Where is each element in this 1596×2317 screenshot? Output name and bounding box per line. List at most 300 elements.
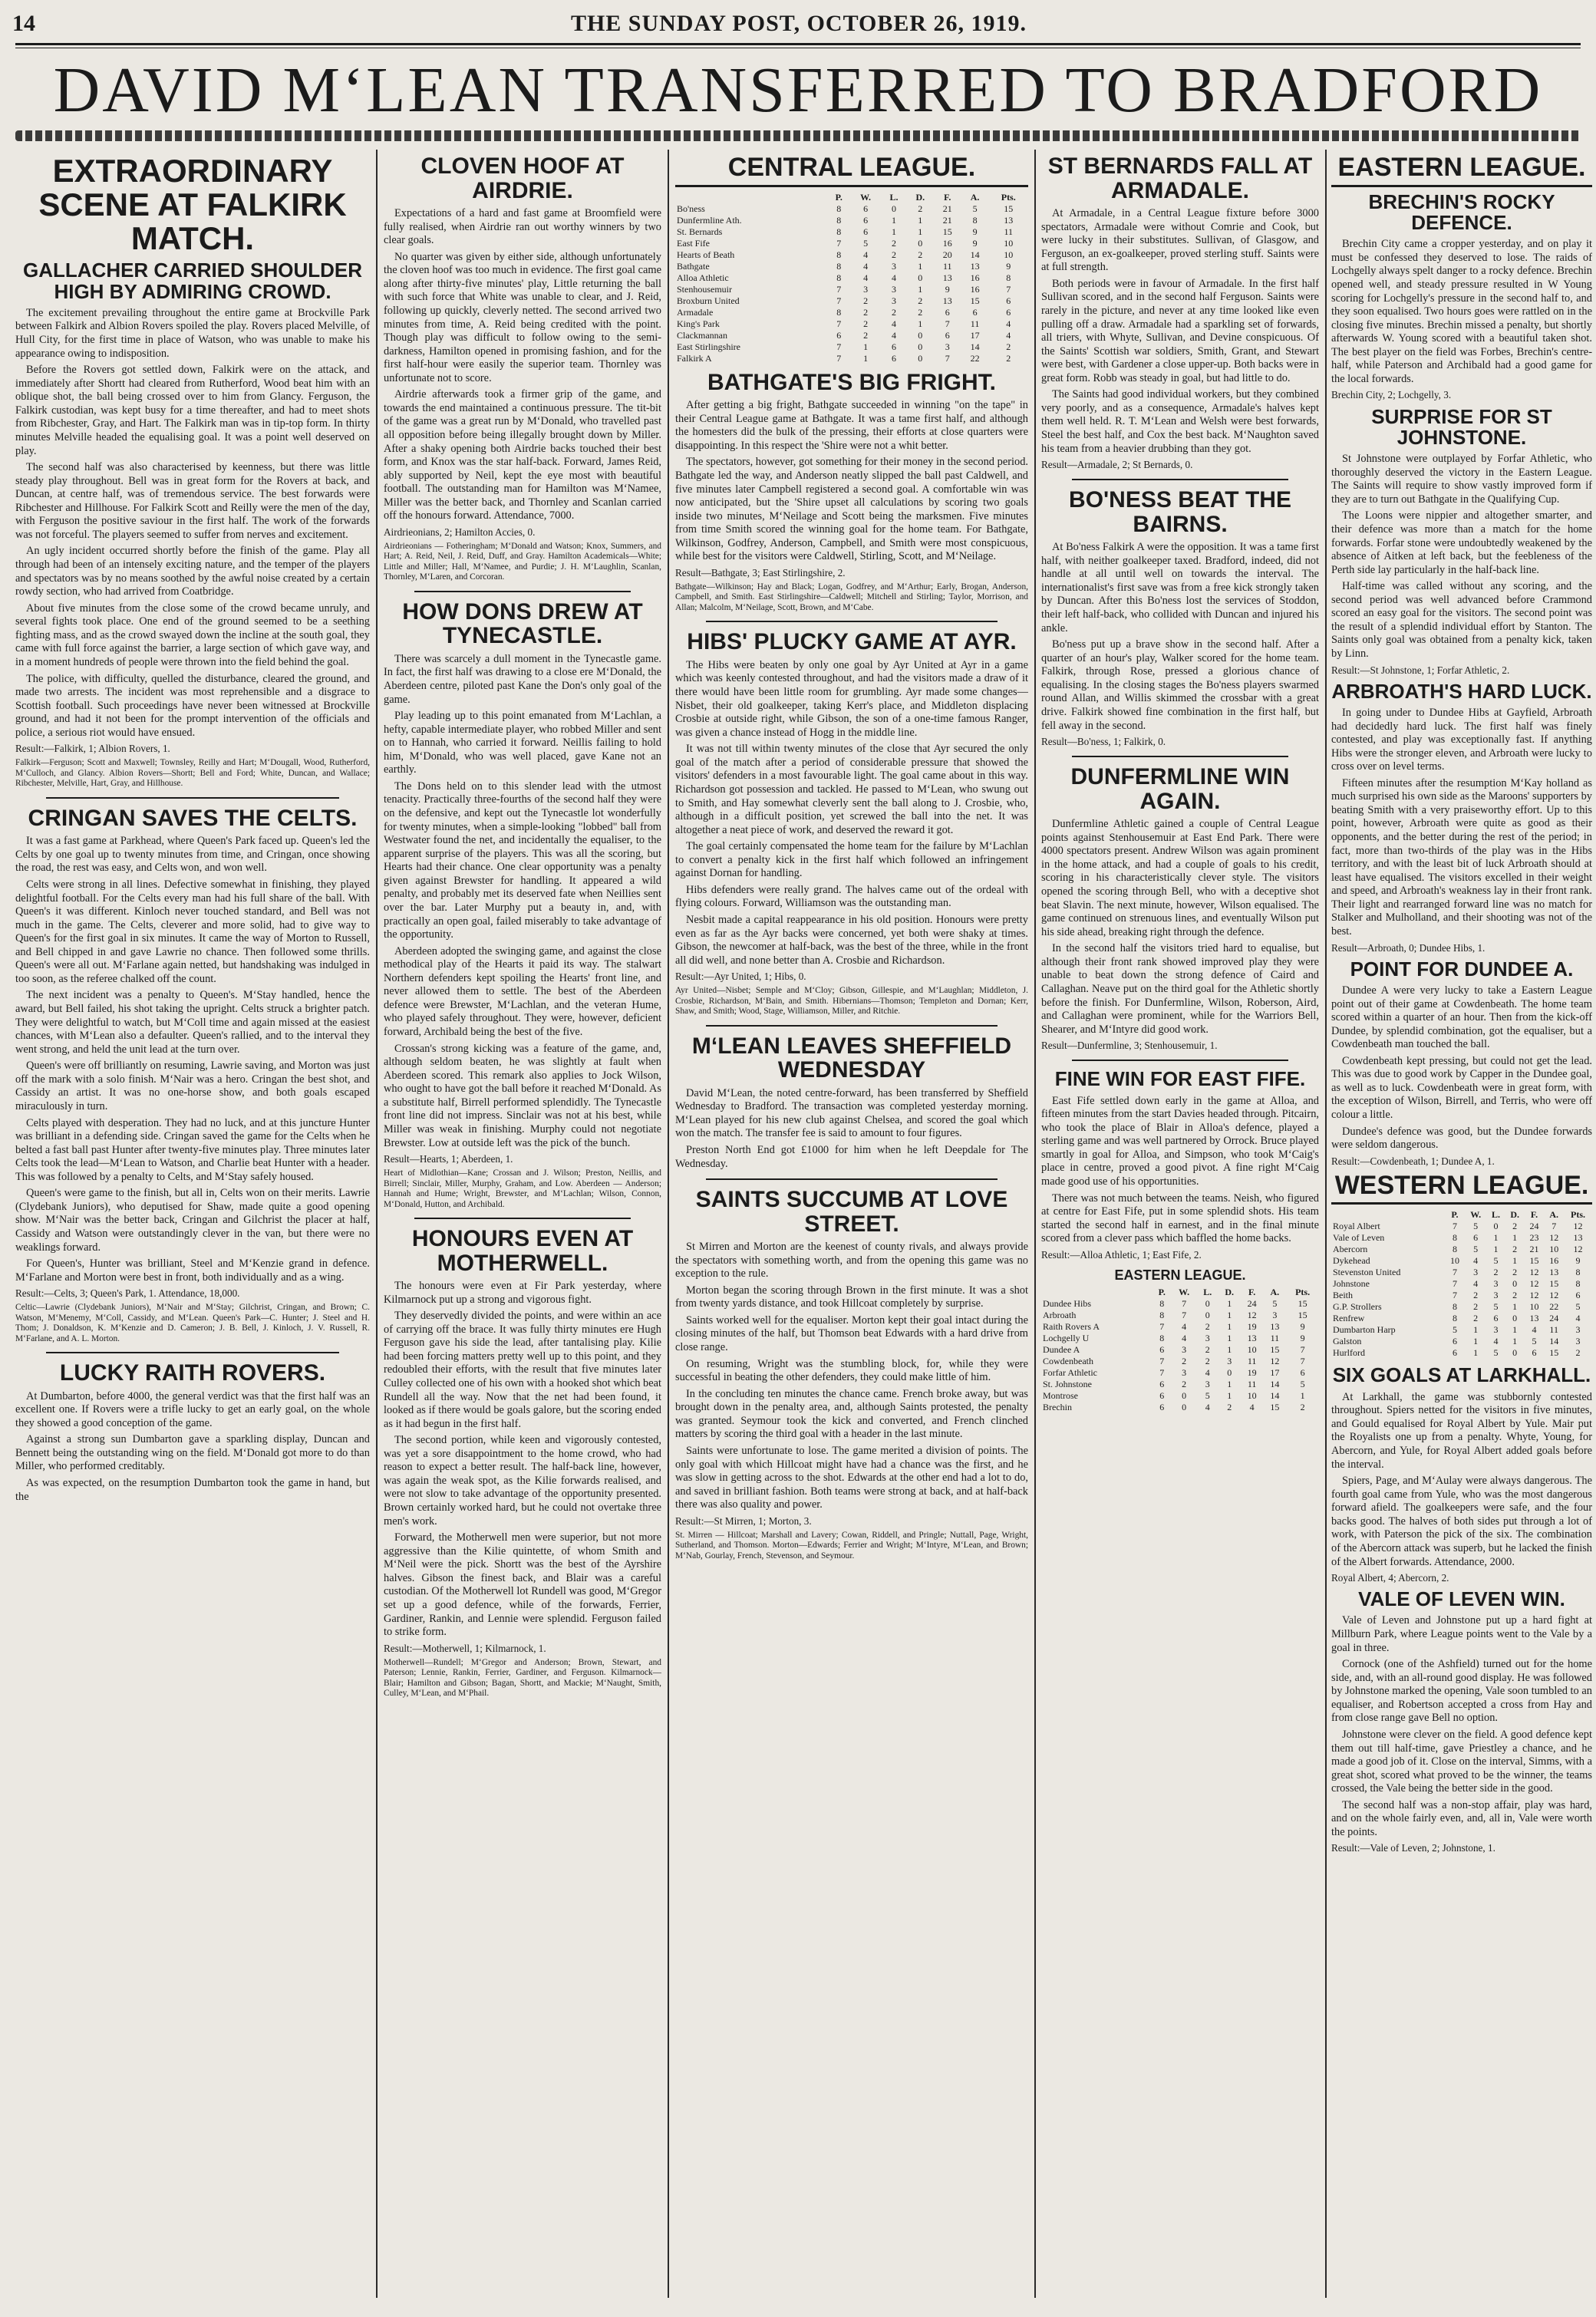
- table-cell: 6: [1159, 1378, 1165, 1389]
- paragraph: Both periods were in favour of Armadale. In the first half Sullivan scored, and in the second half Ferguson. Saints were rarely in the picture, and never at any time looked like even pulling off a draw. Armadale had a sparkling set of forwards, all triers, with Whyte, Sullivan, and Devine conspicuous. Of the Saints' Scottish war soldiers, Smith, Grant, and Stewart were best, with Gardener a close upper-up. Both backs were in great form. Robb was steady in goal, but had little to do.: [1041, 277, 1319, 384]
- table-cell: 2: [1006, 352, 1011, 364]
- table-cell: 8: [1452, 1244, 1457, 1255]
- main-headline: DAVID M‘LEAN TRANSFERRED TO BRADFORD: [53, 55, 1543, 126]
- team-name: Dundee Hibs: [1043, 1297, 1091, 1309]
- table-cell: 13: [970, 260, 980, 272]
- paragraph: Vale of Leven and Johnstone put up a hard fight at Millburn Park, where League points went to the Vale by a goal in three.: [1331, 1614, 1592, 1654]
- table-cell: 0: [1182, 1389, 1187, 1401]
- table-header: W.: [1179, 1286, 1190, 1297]
- table-row: [1041, 1379, 1319, 1390]
- table-cell: 7: [836, 283, 842, 295]
- team-lineups: Heart of Midlothian—Kane; Crossan and J. Wilson; Preston, Neillis, and Birrell; Sinclair, Miller, Murphy, Graham, and Low. Aberdeen — Anderson; Hannah and Hume; Wright, Brewster, and M‘Lachlan; Wilson, Connon, M‘Donald, Hutton, and Archibald.: [384, 1168, 661, 1209]
- headline-arbroath: ARBROATH'S HARD LUCK.: [1331, 679, 1592, 703]
- separator: [414, 1218, 631, 1219]
- table-cell: 5: [863, 237, 869, 249]
- table-cell: 15: [1270, 1401, 1280, 1412]
- table-cell: 1: [918, 260, 923, 272]
- table-cell: 15: [970, 295, 980, 306]
- table-row: [675, 249, 1028, 261]
- match-result: Result:—Vale of Leven, 2; Johnstone, 1.: [1331, 1842, 1495, 1854]
- table-row: [675, 215, 1028, 226]
- paragraph: Brechin City came a cropper yesterday, and on play it must be confessed they deserved to lose. The raids of Lochgelly always spelt danger to a rocky defence. Brechin opened well, and steady pressure resulted in W Young scoring for Lochgelly's pressure in the second half to, and they soon equalised. Two hours goes were rattled on in the closing five minutes. Brechin missed a penalty, but shortly afterwards W. Young scored with a beautiful taken shot. The best player on the field was Forbes, Brechin's centre-half, while Paterson and Archibald had a good game for the local forwards.: [1331, 238, 1592, 385]
- table-header: Pts.: [1571, 1209, 1586, 1221]
- paragraph: Bo'ness put up a brave show in the second half. After a quarter of an hour's play, Walker scored for the home team. Falkirk, through Rose, pressed a glorious chance of equalising. In the closing stages the Bo'ness players swarmed round Allan, and Willis skimmed the crossbar with a great drive. Falkirk showed fine combination in the first half, but fell away in the second.: [1041, 638, 1319, 732]
- table-cell: 2: [891, 306, 896, 318]
- paragraph: Play leading up to this point emanated from M‘Lachlan, a hefty, capable intermediate player, who robbed Miller and sent on to Hannah, who carried it forward. Neillis failing to hold him, M‘Donald, who was well placed, gave Kane not an earthly.: [384, 710, 661, 776]
- table-cell: 10: [1529, 1301, 1539, 1313]
- table-cell: 9: [945, 283, 950, 295]
- table-cell: 2: [1575, 1347, 1581, 1359]
- paragraph: East Fife settled down early in the game at Alloa, and fifteen minutes from the start Davies headed through. Pitcairn, who took the place of Blair in Alloa's defence, played a sterling game and was well partnered by Orrock. Bruce played smartly in goal for Alloa, and Simpson, who took M‘Caig's place in centre, proved a good pivot. A fine right M‘Caig made good use of his opportunities.: [1041, 1094, 1319, 1188]
- table-cell: 6: [945, 329, 950, 341]
- table-row: [675, 318, 1028, 330]
- paragraph: They deservedly divided the points, and were within an ace of carrying off the brace. It was fully thirty minutes ere Hugh Ferguson gave his side the lead, after tantalising play. Kilie had been forcing matters pretty well up to this point, and they redoubled their efforts, with the result that five minutes later Culley collected one of his own with a hooked shot which beat Rundell all the way. Now that the net had been found, it looked as if there would be goals galore, but the scoring ended as it had begun in the first half.: [384, 1310, 661, 1430]
- table-cell: 3: [1575, 1336, 1581, 1347]
- match-result: Result—Hearts, 1; Aberdeen, 1.: [384, 1153, 513, 1165]
- central-league-table: [675, 192, 1028, 364]
- table-cell: 15: [1529, 1255, 1539, 1267]
- table-cell: 6: [1575, 1290, 1581, 1301]
- paragraph: In the concluding ten minutes the chance came. French broke away, but was brought down in the penalty area, and, although Saints protested, the penalty was granted. Seymour took the kick and converted, and French clinched matters by scoring the third goal with a header in the last minute.: [675, 1387, 1028, 1441]
- table-cell: 2: [1473, 1301, 1479, 1313]
- headline-vale: VALE OF LEVEN WIN.: [1358, 1587, 1565, 1611]
- table-cell: 14: [970, 249, 980, 260]
- table-header: F.: [944, 191, 951, 203]
- paragraph: St Johnstone were outplayed by Forfar Athletic, who thoroughly deserved the victory in the Eastern League. The Saints will require to show vastly improved form if they are to turn out Bathgate in the Qualifying Cup.: [1331, 453, 1592, 506]
- table-cell: 8: [1452, 1313, 1457, 1324]
- table-cell: 4: [863, 272, 869, 283]
- paragraph: Celts played with desperation. They had no luck, and at this juncture Hunter was brilliant in a defending side. Cringan saved the game for the Celts when he belted a fast ball past Hunter after twenty-five minutes play. Three minutes later Celts took the lead—M‘Lean to Watson, and Charlie beat Hunter with a header. This was followed by a penalty to Celts, and M‘Stay safely housed.: [15, 1116, 370, 1183]
- table-cell: 2: [1006, 341, 1011, 352]
- team-name: Dundee A: [1043, 1343, 1080, 1355]
- table-row: [675, 284, 1028, 295]
- team-name: St. Johnstone: [1043, 1378, 1093, 1389]
- team-name: Abercorn: [1333, 1244, 1368, 1255]
- table-cell: 4: [1493, 1336, 1499, 1347]
- table-cell: 8: [972, 214, 978, 226]
- paragraph: On resuming, Wright was the stumbling block, for, while they were successful in beating the other defenders, they could make little of him.: [675, 1357, 1028, 1384]
- table-cell: 13: [1004, 214, 1014, 226]
- table-cell: 0: [1512, 1278, 1518, 1290]
- table-cell: 12: [1247, 1309, 1257, 1320]
- headline-east-fife: FINE WIN FOR EAST FIFE.: [1054, 1067, 1306, 1091]
- paragraph: Spiers, Page, and M‘Aulay were always dangerous. The fourth goal came from Yule, who was the most dangerous forward afield. The goalkeepers were safe, and the four backs good. The halves of both sides put through a lot of work, with Paterson the pick of the six. The combination of the Abercorn attack was superb, but he lacked the finish of the Albert forwards. Attendance, 2000.: [1331, 1475, 1592, 1568]
- table-row: [675, 353, 1028, 364]
- table-cell: 19: [1247, 1320, 1257, 1332]
- table-cell: 13: [1270, 1320, 1280, 1332]
- table-header: A.: [970, 191, 980, 203]
- table-cell: 11: [1270, 1332, 1280, 1343]
- table-cell: 5: [1300, 1378, 1305, 1389]
- team-name: Stenhousemuir: [677, 283, 732, 295]
- table-cell: 1: [1227, 1297, 1232, 1309]
- team-name: Renfrew: [1333, 1313, 1365, 1324]
- table-header-team: [1041, 1287, 1152, 1298]
- table-cell: 1: [1227, 1309, 1232, 1320]
- table-row: [1041, 1344, 1319, 1356]
- paragraph: The excitement prevailing throughout the entire game at Brockville Park between Falkirk and Albion Rovers spoiled the play. Rovers placed Melville, of Hull City, for the first time in place of Watson, who was unable to make his appearance owing to indisposition.: [15, 306, 370, 360]
- table-cell: 8: [1452, 1232, 1457, 1244]
- headline-boness: BO'NESS BEAT THE BAIRNS.: [1069, 487, 1291, 537]
- table-cell: 13: [942, 295, 952, 306]
- table-cell: 17: [1270, 1366, 1280, 1378]
- table-header: A.: [1270, 1286, 1280, 1297]
- paragraph: Dundee's defence was good, but the Dundee forwards were seldom dangerous.: [1331, 1125, 1592, 1152]
- table-cell: 13: [942, 272, 952, 283]
- table-row: [1331, 1232, 1592, 1244]
- team-name: King's Park: [677, 318, 720, 329]
- table-row: [675, 226, 1028, 238]
- headline-dons: HOW DONS DREW AT TYNECASTLE.: [402, 598, 643, 649]
- table-cell: 13: [1247, 1332, 1257, 1343]
- table-cell: 6: [1300, 1366, 1305, 1378]
- table-cell: 7: [1300, 1343, 1305, 1355]
- team-name: Alloa Athletic: [677, 272, 729, 283]
- table-cell: 15: [1004, 203, 1014, 214]
- table-row: [675, 295, 1028, 307]
- table-cell: 13: [1529, 1313, 1539, 1324]
- match-result: Result:—Celts, 3; Queen's Park, 1. Attendance, 18,000.: [15, 1287, 240, 1300]
- table-cell: 3: [891, 283, 896, 295]
- table-cell: 5: [1452, 1324, 1457, 1336]
- table-cell: 8: [1159, 1332, 1165, 1343]
- table-cell: 2: [1182, 1378, 1187, 1389]
- table-row: [675, 261, 1028, 272]
- team-name: Vale of Leven: [1333, 1232, 1385, 1244]
- paragraph: The Saints had good individual workers, but they combined very poorly, and as a consequence, Armadale's halves kept them well held. R. T. M‘Lean and Welsh were best forwards, Steel the best half, and Cox the best back. M‘Naughton saved his team from a heavier drubbing than they got.: [1041, 388, 1319, 455]
- paragraph: Nesbit made a capital reappearance in his old position. Honours were pretty even as far as the Ayr backs were concerned, yet both were shaky at times. Gibson, the newcomer at half-back, was the best of the three, while in the front all did well, and none better than A. Crosbie and Richardson.: [675, 914, 1028, 967]
- table-cell: 1: [1473, 1324, 1479, 1336]
- table-cell: 0: [891, 203, 896, 214]
- table-header: D.: [1510, 1209, 1519, 1221]
- table-cell: 4: [1473, 1278, 1479, 1290]
- table-cell: 3: [1272, 1309, 1278, 1320]
- table-cell: 1: [1512, 1301, 1518, 1313]
- table-cell: 5: [972, 203, 978, 214]
- table-header: L.: [1203, 1286, 1212, 1297]
- table-cell: 5: [1473, 1221, 1479, 1232]
- separator: [46, 1352, 339, 1353]
- table-cell: 6: [972, 306, 978, 318]
- table-cell: 7: [1300, 1355, 1305, 1366]
- separator: [46, 797, 339, 799]
- team-lineups: Bathgate—Wilkinson; Hay and Black; Logan, Godfrey, and M‘Arthur; Early, Brogan, Anderson, Campbell, and Smith. East Stirlingshire—Caldwell; Mitchell and Stirling; Taylor, Morrison, and Allan; Malcolm, M‘Neilage, Scott, Brown, and M‘Cabe.: [675, 582, 1028, 612]
- table-cell: 7: [1159, 1355, 1165, 1366]
- match-result: Result:—Falkirk, 1; Albion Rovers, 1.: [15, 743, 170, 755]
- table-cell: 6: [1006, 295, 1011, 306]
- paragraph: Cowdenbeath kept pressing, but could not get the lead. This was due to good work by Capper in the Dundee goal, as well as to luck. Cowdenbeath were in great form, with the exception of Wilson, Birrell, and Terris, who were off colour a little.: [1331, 1054, 1592, 1121]
- paragraph: There was scarcely a dull moment in the Tynecastle game. In fact, the first half was drawing to a close ere M‘Donald, the Aberdeen centre, piloted past Kane the Don's only goal of the game.: [384, 652, 661, 706]
- table-cell: 5: [1272, 1297, 1278, 1309]
- table-cell: 0: [1182, 1401, 1187, 1412]
- table-cell: 2: [1473, 1290, 1479, 1301]
- headline-raith: LUCKY RAITH ROVERS.: [59, 1360, 326, 1386]
- table-cell: 21: [942, 203, 952, 214]
- table-row: [675, 307, 1028, 318]
- team-lineups: Motherwell—Rundell; M‘Gregor and Anderson; Brown, Stewart, and Paterson; Lennie, Rankin, Ferrier, Gardiner, and Ferguson. Kilmarnock—Blair; Hamilton and Gibson; Bagan, Shortt, and Mackie; M‘Naught, Smith, Culley, M‘Lean, and M‘Phail.: [384, 1657, 661, 1699]
- column-5: [1331, 150, 1592, 2298]
- table-cell: 6: [1159, 1401, 1165, 1412]
- table-cell: 21: [1529, 1244, 1539, 1255]
- table-cell: 8: [1575, 1267, 1581, 1278]
- column-1: [15, 150, 370, 2298]
- table-cell: 11: [1247, 1355, 1257, 1366]
- table-cell: 12: [1549, 1232, 1559, 1244]
- table-header: L.: [889, 191, 899, 203]
- table-header: F.: [1248, 1286, 1256, 1297]
- table-cell: 2: [1205, 1343, 1210, 1355]
- table-cell: 8: [1006, 272, 1011, 283]
- separator: [706, 1178, 998, 1180]
- table-cell: 1: [1493, 1244, 1499, 1255]
- table-cell: 9: [1006, 260, 1011, 272]
- table-row: [675, 238, 1028, 249]
- table-cell: 4: [891, 272, 896, 283]
- team-name: Hurlford: [1333, 1347, 1365, 1359]
- paragraph: Dunfermline Athletic gained a couple of Central League points against Stenhousemuir at East End Park. There were 4000 spectators present. Andrew Wilson was again prominent in the home attack, and had a couple of goals to his credit, scoring in his characteristically clever style. The visitors opened the scoring through Bell, who with a deceptive shot beat Slavin. The next minute, however, Wilson equalised. The game continued on strenuous lines, and eventually Wilson put his side ahead, breaking right through the defence.: [1041, 818, 1319, 938]
- team-name: G.P. Strollers: [1333, 1301, 1382, 1313]
- team-name: Montrose: [1043, 1389, 1078, 1401]
- table-cell: 10: [1247, 1343, 1257, 1355]
- table-cell: 2: [1512, 1290, 1518, 1301]
- table-cell: 7: [1182, 1297, 1187, 1309]
- paragraph: Saints were unfortunate to lose. The game merited a division of points. The only goal with which Hillcoat might have had a chance was the first, and he was slow in getting across to the shot. Edwards at the other end had a lot to do, and saved in brilliant fashion. Both teams were strong at back, and at half-back there was also quality and power.: [675, 1444, 1028, 1511]
- table-cell: 6: [836, 329, 842, 341]
- team-name: Broxburn United: [677, 295, 740, 306]
- table-cell: 10: [1247, 1389, 1257, 1401]
- table-header: W.: [860, 191, 872, 203]
- paragraph: At Armadale, in a Central League fixture before 3000 spectators, Armadale were without Comrie and Cook, but were lucky in their substitutes. Sullivan, of Glasgow, and Ferguson, an ex-goalkeeper, proved sterling stuff. Saints were at full strength.: [1041, 207, 1319, 274]
- table-cell: 5: [1493, 1301, 1499, 1313]
- table-cell: 0: [1512, 1313, 1518, 1324]
- separator: [706, 1025, 998, 1027]
- match-result: Result:—St Johnstone, 1; Forfar Athletic, 2.: [1331, 664, 1510, 676]
- team-name: Falkirk A: [677, 352, 712, 364]
- separator: [706, 621, 998, 622]
- paragraph: Aberdeen adopted the swinging game, and against the close methodical play of the Hearts it paid its way. The stalwart Northern defenders kept spoiling the Hearts' front line, and never allowed them to settle. The best of the Aberdeen defence were Brewster, M‘Lachlan, and the veteran Hume, who played safely throughout. They were, however, deficient forward, Archibald being the best of the five.: [384, 944, 661, 1039]
- table-header: P.: [1451, 1209, 1459, 1221]
- paragraph: The goal certainly compensated the home team for the failure by M‘Lachlan to convert a penalty kick in the first half which followed an infringement against Dornan for handling.: [675, 840, 1028, 880]
- team-name: Forfar Athletic: [1043, 1366, 1097, 1378]
- table-cell: 9: [972, 237, 978, 249]
- table-header: W.: [1470, 1209, 1482, 1221]
- table-row: [675, 341, 1028, 353]
- western-league-title: WESTERN LEAGUE.: [1331, 1172, 1592, 1205]
- paragraph: Airdrie afterwards took a firmer grip of the game, and towards the end maintained a continuous pressure. The tit-bit of the game was a great run by M‘Donald, who travelled past all opposition before being illegally brought down by Miller. After a shaky opening both Airdrie backs touched their best form, and Knox was the star half-back. Forward, James Reid, ably supported by Neil, kept the eye most with beautiful football. The outstanding man for Hamilton was M‘Namee, Miller was the better back, and Thornley and Scanlan carried off the honours forward. Attendance, 7000.: [384, 388, 661, 522]
- table-cell: 8: [836, 260, 842, 272]
- team-name: Lochgelly U: [1043, 1332, 1090, 1343]
- table-cell: 5: [1473, 1244, 1479, 1255]
- column-4: [1041, 150, 1319, 2298]
- table-row: [1331, 1324, 1592, 1336]
- table-row: [1331, 1278, 1592, 1290]
- paragraph: Half-time was called without any scoring, and the second period was well advanced before Crammond scored an easy goal for the visitors. The second point was the result of a splendid individual effort by Stanton. The Saints only goal was obtained from a penalty kick, taken by Linn.: [1331, 580, 1592, 661]
- paragraph: Fifteen minutes after the resumption M‘Kay holland as much surprised his own side as the Maroons' supporters by beating Smith with a very praiseworthy effort. Up to this point, however, Arbroath were quite as good as their opponents, and the better during the rest of the period; in fact, more than two-thirds of the play was in the Hibs territory, and with the least bit of luck Arbroath should at least have equalised. The visitors excelled in their weight and speed, and Arbroath's weakness lay in their front rank. Their light and rearranged forward line was no match for Stalker and Mulholland, and their shooting was not of the best.: [1331, 776, 1592, 938]
- team-name: Royal Albert: [1333, 1221, 1380, 1232]
- table-cell: 24: [1549, 1313, 1559, 1324]
- table-cell: 7: [1159, 1366, 1165, 1378]
- table-header: Pts.: [1295, 1286, 1311, 1297]
- table-cell: 10: [1004, 249, 1014, 260]
- table-cell: 3: [1227, 1355, 1232, 1366]
- team-name: Bo'ness: [677, 203, 705, 214]
- table-cell: 16: [1549, 1255, 1559, 1267]
- table-cell: 5: [1205, 1389, 1210, 1401]
- table-cell: 22: [970, 352, 980, 364]
- table-cell: 2: [863, 306, 869, 318]
- table-cell: 15: [1298, 1297, 1307, 1309]
- table-row: [675, 272, 1028, 284]
- paragraph: Crossan's strong kicking was a feature of the game, and, although seldom beaten, he was slightly at fault when Aberdeen scored. This remark also applies to Jock Wilson, who ought to have got the ball before it reached M‘Donald. As a substitute half, Birrell performed splendidly. The Tynecastle front line did not impress. Sinclair was not at his best, while Miller was weak in finishing. Murphy could not negotiate Brewster. Low at outside left was the pick of the bunch.: [384, 1042, 661, 1149]
- table-row: [1331, 1255, 1592, 1267]
- team-name: Hearts of Beath: [677, 249, 735, 260]
- table-cell: 2: [918, 249, 923, 260]
- paragraph: In the second half the visitors tried hard to equalise, but although their front rank showed improved play they were unable to beat down the strong defence of Caird and Callaghan. Neave put on the third goal for the Athletic shortly before the finish. For Dunfermline, Wilson, Roberson, Aird, and Callaghan were prominent, while for the Warriors Bell, Shearer, and M‘Intyre did good work.: [1041, 942, 1319, 1036]
- table-cell: 4: [1182, 1332, 1187, 1343]
- table-row: [1041, 1333, 1319, 1344]
- match-result: Result:—St Mirren, 1; Morton, 3.: [675, 1514, 812, 1527]
- table-cell: 3: [1182, 1343, 1187, 1355]
- table-cell: 2: [1512, 1244, 1518, 1255]
- table-cell: 15: [1549, 1278, 1559, 1290]
- team-name: Bathgate: [677, 260, 710, 272]
- match-result: Result:—Cowdenbeath, 1; Dundee A, 1.: [1331, 1155, 1495, 1167]
- table-cell: 1: [918, 318, 923, 329]
- table-row: [1041, 1356, 1319, 1367]
- table-cell: 2: [918, 295, 923, 306]
- table-cell: 1: [1227, 1343, 1232, 1355]
- team-name: Clackmannan: [677, 329, 727, 341]
- table-row: [1331, 1301, 1592, 1313]
- table-cell: 6: [863, 203, 869, 214]
- table-cell: 12: [1529, 1267, 1539, 1278]
- table-header-team: [1331, 1209, 1445, 1221]
- table-header-team: [675, 192, 827, 203]
- table-cell: 2: [1512, 1221, 1518, 1232]
- table-cell: 14: [1270, 1378, 1280, 1389]
- table-header: P.: [835, 191, 843, 203]
- table-cell: 8: [836, 214, 842, 226]
- table-cell: 14: [1549, 1336, 1559, 1347]
- team-name: Armadale: [677, 306, 714, 318]
- table-row: [675, 203, 1028, 215]
- table-cell: 3: [1493, 1278, 1499, 1290]
- table-cell: 11: [1004, 226, 1014, 237]
- table-cell: 6: [1532, 1347, 1537, 1359]
- table-cell: 7: [836, 341, 842, 352]
- table-cell: 2: [891, 249, 896, 260]
- team-name: Arbroath: [1043, 1309, 1077, 1320]
- paragraph: St Mirren and Morton are the keenest of county rivals, and always provide the spectators with something worth, and from the opening this game was no exception to the rule.: [675, 1241, 1028, 1280]
- table-cell: 1: [1227, 1389, 1232, 1401]
- table-header: A.: [1549, 1209, 1559, 1221]
- table-cell: 4: [1205, 1401, 1210, 1412]
- table-cell: 5: [1493, 1255, 1499, 1267]
- table-cell: 21: [942, 214, 952, 226]
- table-cell: 12: [1529, 1278, 1539, 1290]
- table-cell: 6: [1452, 1347, 1457, 1359]
- table-row: [1331, 1221, 1592, 1232]
- table-cell: 1: [1473, 1336, 1479, 1347]
- table-cell: 12: [1529, 1290, 1539, 1301]
- paragraph: There was not much between the teams. Neish, who figured at centre for East Fife, put in some splendid shots. His team started the second half in earnest, and in the final minute scored from a clever pass which baffled the home backs.: [1041, 1191, 1319, 1245]
- table-cell: 8: [836, 249, 842, 260]
- paragraph: Expectations of a hard and fast game at Broomfield were fully realised, when Airdrie ran out worthy winners by two clear goals.: [384, 207, 661, 247]
- match-result: Result:—Alloa Athletic, 1; East Fife, 2.: [1041, 1248, 1202, 1261]
- table-cell: 2: [1182, 1355, 1187, 1366]
- table-cell: 10: [1004, 237, 1014, 249]
- table-cell: 3: [1493, 1290, 1499, 1301]
- table-cell: 1: [1227, 1332, 1232, 1343]
- table-row: [1041, 1390, 1319, 1402]
- paragraph: Against a strong sun Dumbarton gave a sparkling display, Duncan and Bennett being the outstanding wing on the field. M‘Donald got more to do than Miller, who performed creditably.: [15, 1433, 370, 1473]
- team-name: Brechin: [1043, 1401, 1072, 1412]
- paragraph: The next incident was a penalty to Queen's. M‘Stay handled, hence the award, but Bell failed, his shot taking the upright. Celts struck a brighter patch. They were delightful to watch, but M‘Coll time and again missed at the easiest chances, with M‘Lean also a defaulter. Queen's rallied, and to the interval they went strong, and held the unit lead at the turn over.: [15, 989, 370, 1056]
- table-cell: 15: [1298, 1309, 1307, 1320]
- table-cell: 14: [970, 341, 980, 352]
- paragraph: About five minutes from the close some of the crowd became unruly, and several fights took place. One end of the ground seemed to be a seething fighting mass, and as the crowd swayed down the incline at the south goal, they came with full force against the barrier, a large section of which gave way, and in a moment hundreds of people were thrown into the field behind the goal.: [15, 601, 370, 668]
- team-name: Stevenston United: [1333, 1267, 1401, 1278]
- table-cell: 19: [1247, 1366, 1257, 1378]
- paragraph: The Loons were nippier and altogether smarter, and their defence was more than a match for the home forwards. Forfar stone were undoubtedly weakened by the absence of Aitken at left back, but the feebleness of the Perth side lay particularly in the half-back line.: [1331, 509, 1592, 576]
- table-cell: 4: [1575, 1313, 1581, 1324]
- table-cell: 1: [918, 214, 923, 226]
- table-cell: 12: [1270, 1355, 1280, 1366]
- table-cell: 2: [1205, 1355, 1210, 1366]
- table-row: [1331, 1313, 1592, 1324]
- paragraph: Saints worked well for the equaliser. Morton kept their goal intact during the closing minutes of the half, but Thomson beat Edwards with a hard drive from close range.: [675, 1313, 1028, 1354]
- table-row: [1331, 1290, 1592, 1301]
- table-cell: 8: [1159, 1309, 1165, 1320]
- paragraph: Hibs defenders were really grand. The halves came out of the ordeal with flying colours. Forward, Williamson was the outstanding man.: [675, 883, 1028, 910]
- eastern-league-table: [1041, 1287, 1319, 1413]
- headline-falkirk: EXTRAORDINARY SCENE AT FALKIRK MATCH.: [38, 153, 347, 257]
- table-row: [1041, 1321, 1319, 1333]
- eastern-league-table-title: EASTERN LEAGUE.: [1114, 1267, 1246, 1283]
- table-cell: 7: [1551, 1221, 1557, 1232]
- table-cell: 5: [1493, 1347, 1499, 1359]
- table-cell: 8: [1159, 1297, 1165, 1309]
- table-cell: 0: [918, 329, 923, 341]
- column-rule: [668, 150, 669, 2298]
- match-result: Brechin City, 2; Lochgelly, 3.: [1331, 389, 1452, 401]
- table-cell: 3: [1205, 1378, 1210, 1389]
- table-header: Pts.: [1001, 191, 1016, 203]
- page-number: 14: [12, 11, 35, 36]
- page-folio: [12, 6, 1585, 37]
- subheadline-gallacher: GALLACHER CARRIED SHOULDER HIGH BY ADMIRING CROWD.: [23, 259, 362, 303]
- team-lineups: Ayr United—Nisbet; Semple and M‘Cloy; Gibson, Gillespie, and M‘Laughlan; Middleton, J. Crosbie, Richardson, M‘Bain, and Smith. Hibernians—Thomson; Templeton and Dornan; Kerr, Shaw, and Smith; Wood, Stage, Williamson, Miller, and Ritchie.: [675, 986, 1028, 1017]
- column-2: [384, 150, 661, 2298]
- table-cell: 11: [970, 318, 980, 329]
- table-cell: 1: [891, 226, 896, 237]
- paragraph: The police, with difficulty, quelled the disturbance, cleared the ground, and made two arrests. The incident was most reprehensible and a disgrace to Scottish football. Such proceedings have never been witnessed at Brockville ground, and had it not been for the prompt intervention of the officials and police, a serious riot would have ensued.: [15, 672, 370, 739]
- paragraph: For Queen's, Hunter was brilliant, Steel and M‘Kenzie grand in defence. M‘Farlane and Morton were best in front, both individually and as a wing.: [15, 1257, 370, 1284]
- match-result: Result:—Motherwell, 1; Kilmarnock, 1.: [384, 1642, 546, 1654]
- table-cell: 7: [1159, 1320, 1165, 1332]
- table-row: [1331, 1336, 1592, 1347]
- table-cell: 11: [942, 260, 952, 272]
- table-cell: 1: [863, 341, 869, 352]
- table-row: [675, 330, 1028, 341]
- table-cell: 2: [863, 295, 869, 306]
- match-result: Result—Arbroath, 0; Dundee Hibs, 1.: [1331, 941, 1486, 954]
- paragraph: As was expected, on the resumption Dumbarton took the game in hand, but the: [15, 1477, 370, 1503]
- paragraph: The Dons held on to this slender lead with the utmost tenacity. Practically three-fourths of the second half they were on the defensive, and kept out the Tynecastle lot wonderfully for twenty minutes, when a simple-looking "lobbed" ball from Westwater found the net, and incidentally the equaliser, to the apparent surprise of the players. This was all the scoring, but Hearts had their chance. One clear opportunity was a penalty given against Brewster for handling. It appeared a wild penalty, and probably met its deserved fate when Neillies sent over the bar. Later Murphy put a beauty in, and, with practically an open goal, failed miserably to take advantage of the opportunity.: [384, 779, 661, 941]
- top-rule: [15, 43, 1581, 45]
- table-cell: 23: [1529, 1232, 1539, 1244]
- paragraph: At Larkhall, the game was stubbornly contested throughout. Spiers netted for the visitors in five minutes, and Gould equalised for Royal Albert by Yule. Mair put the Royalists one up from a penalty. Whyte, Young, for Abercorn, and Yule, for Royal Albert added goals before the interval.: [1331, 1390, 1592, 1471]
